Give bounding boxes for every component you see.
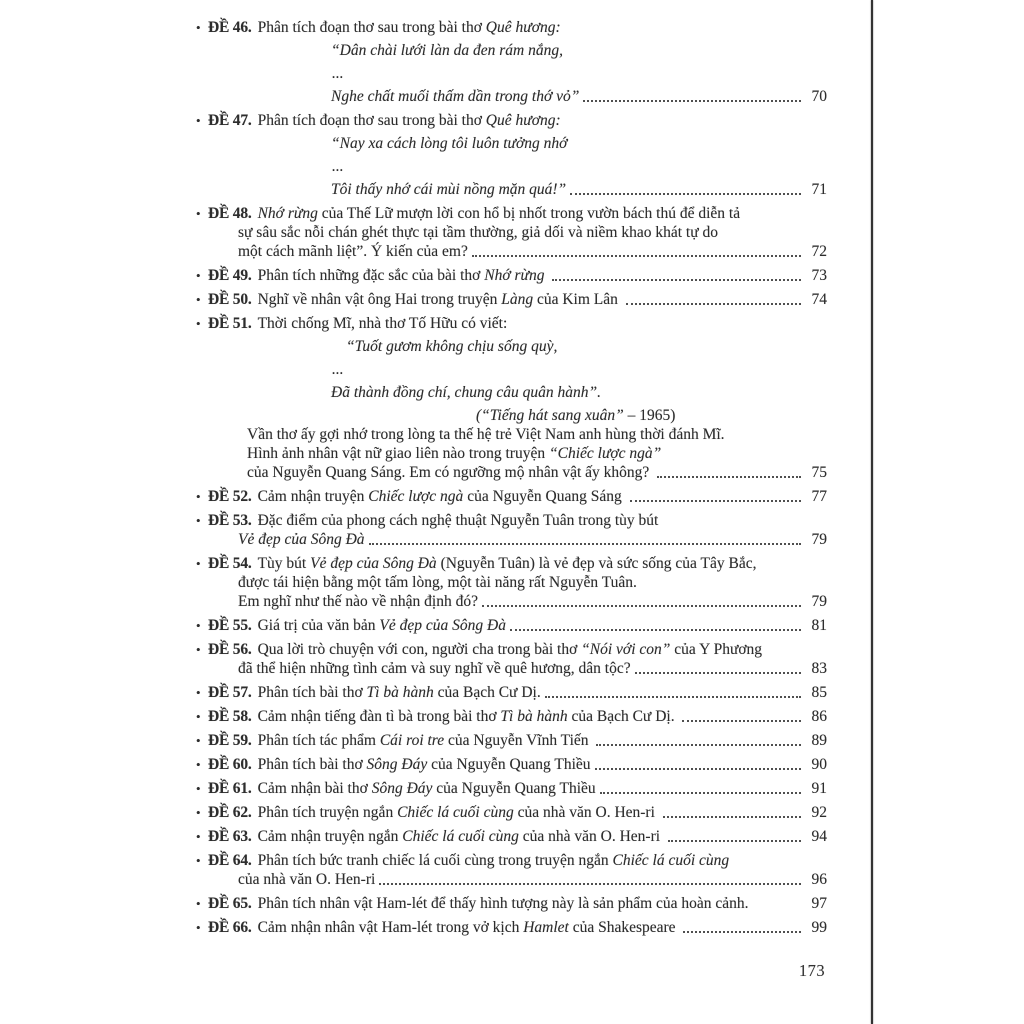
toc-line xyxy=(194,730,827,752)
page-ref: 81 xyxy=(811,617,827,634)
title-italic-text: Nhớ rừng xyxy=(484,267,545,284)
regular-text xyxy=(544,267,548,284)
title-italic-text: Sông Đáy xyxy=(366,756,428,773)
regular-text: Phân tích nhân vật Ham-lét để thấy hình tượng này là sản phẩm của hoàn cảnh. xyxy=(257,895,749,912)
dot-leader xyxy=(379,883,801,885)
entry-text xyxy=(331,382,601,404)
title-italic-text: Đã thành đồng chí, chung câu quân hành”. xyxy=(331,384,601,401)
title-italic-text: Chiếc lược ngà xyxy=(368,488,464,505)
dot-leader xyxy=(545,696,801,698)
entry-text xyxy=(332,156,344,178)
regular-text: Tùy bút xyxy=(257,555,311,572)
regular-text: Hình ảnh nhân vật nữ giao liên nào trong truyện xyxy=(247,445,549,462)
dot-leader xyxy=(626,303,801,305)
page-ref: 73 xyxy=(811,267,827,284)
entry-text xyxy=(258,289,622,311)
dot-leader xyxy=(630,500,801,502)
page-ref: 85 xyxy=(811,684,827,701)
dot-leader xyxy=(472,255,801,257)
title-italic-text: Tì bà hành xyxy=(366,684,434,701)
bullet-icon: • xyxy=(196,685,201,700)
entry-label: ĐỀ 54. xyxy=(208,555,252,572)
dot-leader xyxy=(570,193,801,195)
page-ref: 75 xyxy=(811,464,827,481)
regular-text: Cảm nhận truyện xyxy=(257,488,369,505)
entry-label: ĐỀ 65. xyxy=(208,895,252,912)
entry-label: ĐỀ 59. xyxy=(208,732,252,749)
regular-text: của Y Phương xyxy=(670,641,763,658)
bullet-icon: • xyxy=(196,292,201,307)
regular-text: Giá trị của văn bản xyxy=(257,617,380,634)
entry-text xyxy=(346,336,557,358)
regular-text: Phân tích đoạn thơ sau trong bài thơ xyxy=(257,19,486,36)
entry-label: ĐỀ 64. xyxy=(208,852,252,869)
bullet-icon: • xyxy=(196,556,201,571)
page-ref: 90 xyxy=(811,756,827,773)
page-ref: 77 xyxy=(811,488,827,505)
toc-line xyxy=(194,133,827,155)
toc-line xyxy=(194,241,827,263)
regular-text: đã thể hiện những tình cảm và suy nghĩ về quê hương, dân tộc? xyxy=(238,660,631,677)
title-italic-text: ... xyxy=(332,361,344,378)
regular-text: Cảm nhận nhân vật Ham-lét trong vở kịch xyxy=(257,919,524,936)
dot-leader xyxy=(596,744,801,746)
bullet-icon: • xyxy=(196,20,201,35)
entry-text xyxy=(238,529,365,551)
regular-text: sự sâu sắc nỗi chán ghét thực tại tầm thường, giả dối và niềm khao khát tự do xyxy=(238,224,719,241)
page-ref: 74 xyxy=(811,291,827,308)
toc-line xyxy=(194,156,827,178)
dot-leader xyxy=(510,629,801,631)
entry-text xyxy=(258,778,596,800)
regular-text: Cảm nhận truyện ngắn xyxy=(257,828,403,845)
bullet-icon: • xyxy=(196,316,201,331)
entry-label: ĐỀ 61. xyxy=(208,780,252,797)
title-italic-text: Làng xyxy=(501,291,534,308)
toc-line xyxy=(194,869,827,891)
page-ref: 99 xyxy=(811,919,827,936)
entry-label: ĐỀ 46. xyxy=(208,19,252,36)
regular-text: Phân tích bài thơ xyxy=(257,756,367,773)
bullet-icon: • xyxy=(196,829,201,844)
regular-text: Cảm nhận tiếng đàn tì bà trong bài thơ xyxy=(257,708,501,725)
bullet-icon: • xyxy=(196,709,201,724)
title-italic-text: Tôi thấy nhớ cái mùi nồng mặn quá!” xyxy=(331,181,567,198)
title-italic-text: Vẻ đẹp của Sông Đà xyxy=(310,555,437,572)
page-ref: 89 xyxy=(811,732,827,749)
regular-text: của Bạch Cư Dị. xyxy=(567,708,679,725)
entry-label: ĐỀ 50. xyxy=(208,291,252,308)
regular-text: của Nguyễn Quang Thiều xyxy=(432,780,596,797)
page-ref: 72 xyxy=(811,243,827,260)
entry-text xyxy=(332,63,344,85)
toc-line xyxy=(194,313,827,335)
toc-line xyxy=(194,40,827,62)
entry-text xyxy=(331,133,567,155)
entry-label: ĐỀ 47. xyxy=(208,112,252,129)
page-ref: 79 xyxy=(811,593,827,610)
toc-line xyxy=(194,658,827,680)
bullet-icon: • xyxy=(196,642,201,657)
entry-label: ĐỀ 49. xyxy=(208,267,252,284)
bullet-icon: • xyxy=(196,268,201,283)
title-italic-text: Sông Đáy xyxy=(371,780,433,797)
bullet-icon: • xyxy=(196,489,201,504)
bullet-icon: • xyxy=(196,733,201,748)
toc-line xyxy=(194,591,827,613)
entry-text xyxy=(258,682,541,704)
entry-text xyxy=(258,17,561,39)
regular-text: một cách mãnh liệt”. Ý kiến của em? xyxy=(238,243,468,260)
toc-line xyxy=(194,706,827,728)
page-ref: 91 xyxy=(811,780,827,797)
toc-line xyxy=(194,486,827,508)
entry-text xyxy=(238,869,375,891)
entry-text xyxy=(258,265,549,287)
dot-leader xyxy=(682,720,801,722)
entry-text xyxy=(247,462,653,484)
regular-text: Phân tích bức tranh chiếc lá cuối cùng trong truyện ngắn xyxy=(257,852,613,869)
title-italic-text: ... xyxy=(332,65,344,82)
dot-leader xyxy=(683,931,801,933)
title-italic-text: “Dân chài lưới làn da đen rám nắng, xyxy=(331,42,564,59)
toc-line xyxy=(194,802,827,824)
entry-text xyxy=(258,706,679,728)
regular-text: (Nguyễn Tuân) là vẻ đẹp và sức sống của Tây Bắc, xyxy=(436,555,757,572)
title-italic-text: Nhớ rừng xyxy=(257,205,318,222)
entry-text xyxy=(238,591,478,613)
entry-label: ĐỀ 60. xyxy=(208,756,252,773)
toc-line xyxy=(194,179,827,201)
toc-line xyxy=(194,682,827,704)
title-italic-text: “Nay xa cách lòng tôi luôn tưởng nhớ xyxy=(331,135,568,152)
page-edge-line xyxy=(871,0,873,1024)
bullet-icon: • xyxy=(196,805,201,820)
dot-leader xyxy=(663,816,801,818)
toc-line xyxy=(194,265,827,287)
toc-line xyxy=(194,289,827,311)
title-italic-text: Chiếc lá cuối cùng xyxy=(402,828,519,845)
page-ref: 86 xyxy=(811,708,827,725)
regular-text: Vần thơ ấy gợi nhớ trong lòng ta thế hệ trẻ Việt Nam anh hùng thời đánh Mĩ. xyxy=(247,426,725,443)
entry-text xyxy=(258,486,626,508)
toc-line xyxy=(194,615,827,637)
regular-text: của Nguyễn Vĩnh Tiến xyxy=(444,732,593,749)
page-ref: 92 xyxy=(811,804,827,821)
toc-line xyxy=(194,382,827,404)
entry-text xyxy=(331,40,563,62)
title-italic-text: “Chiếc lược ngà” xyxy=(548,445,662,462)
toc-line xyxy=(194,336,827,358)
title-italic-text: Vẻ đẹp của Sông Đà xyxy=(379,617,506,634)
title-italic-text: ... xyxy=(332,158,344,175)
title-italic-text: Hamlet xyxy=(523,919,569,936)
title-italic-text: Chiếc lá cuối cùng xyxy=(397,804,514,821)
page-ref: 94 xyxy=(811,828,827,845)
title-italic-text: Nghe chất muối thấm dần trong thớ vỏ” xyxy=(331,88,580,105)
title-italic-text: (“Tiếng hát sang xuân” xyxy=(476,407,624,424)
toc-line xyxy=(194,359,827,381)
entry-label: ĐỀ 52. xyxy=(208,488,252,505)
entry-label: ĐỀ 53. xyxy=(208,512,252,529)
toc-line xyxy=(194,826,827,848)
regular-text: của Kim Lân xyxy=(533,291,622,308)
bullet-icon: • xyxy=(196,920,201,935)
regular-text: Em nghĩ như thế nào về nhận định đó? xyxy=(238,593,478,610)
toc-line xyxy=(194,110,827,132)
toc-line xyxy=(194,917,827,939)
regular-text: Phân tích những đặc sắc của bài thơ xyxy=(257,267,485,284)
dot-leader xyxy=(369,543,801,545)
regular-text: của Bạch Cư Dị. xyxy=(433,684,541,701)
page-ref: 71 xyxy=(811,181,827,198)
entry-text xyxy=(332,359,344,381)
dot-leader xyxy=(600,792,801,794)
entry-text xyxy=(258,110,561,132)
dot-leader xyxy=(668,840,801,842)
entry-label: ĐỀ 48. xyxy=(208,205,252,222)
regular-text: được tái hiện bằng một tấm lòng, một tài năng rất Nguyễn Tuân. xyxy=(238,574,637,591)
toc-line xyxy=(194,778,827,800)
regular-text: của nhà văn O. Hen-ri xyxy=(513,804,659,821)
entry-text xyxy=(258,313,508,335)
regular-text: của Nguyễn Quang Sáng xyxy=(463,488,626,505)
regular-text: – 1965) xyxy=(623,407,676,424)
entry-label: ĐỀ 51. xyxy=(208,315,252,332)
regular-text: Phân tích tác phẩm xyxy=(257,732,380,749)
entry-text xyxy=(258,826,664,848)
page-ref: 70 xyxy=(811,88,827,105)
bullet-icon: • xyxy=(196,781,201,796)
title-italic-text: Tì bà hành xyxy=(500,708,568,725)
regular-text: của Thế Lữ mượn lời con hổ bị nhốt trong vườn bách thú để diễn tả xyxy=(317,205,741,222)
regular-text: của nhà văn O. Hen-ri xyxy=(518,828,664,845)
regular-text: Phân tích bài thơ xyxy=(257,684,367,701)
regular-text: Phân tích đoạn thơ sau trong bài thơ xyxy=(257,112,486,129)
book-page-number: 173 xyxy=(798,961,826,980)
regular-text: của Nguyễn Quang Sáng. Em có ngưỡng mộ nhân vật ấy không? xyxy=(247,464,654,481)
entry-text xyxy=(258,615,506,637)
entry-label: ĐỀ 55. xyxy=(208,617,252,634)
entry-text xyxy=(238,241,468,263)
toc-line xyxy=(194,63,827,85)
bullet-icon: • xyxy=(196,113,201,128)
bullet-icon: • xyxy=(196,513,201,528)
entry-label: ĐỀ 57. xyxy=(208,684,252,701)
regular-text: Nghĩ về nhân vật ông Hai trong truyện xyxy=(257,291,502,308)
entry-text xyxy=(258,730,593,752)
regular-text: của Shakespeare xyxy=(568,919,680,936)
dot-leader xyxy=(583,100,801,102)
entry-label: ĐỀ 56. xyxy=(208,641,252,658)
toc-line xyxy=(194,17,827,39)
page-ref: 79 xyxy=(811,531,827,548)
title-italic-text: Quê hương: xyxy=(485,112,561,129)
page-ref: 96 xyxy=(811,871,827,888)
entry-text xyxy=(258,893,749,915)
page-ref: 97 xyxy=(811,895,827,912)
title-italic-text: Cái roi tre xyxy=(379,732,445,749)
dot-leader xyxy=(635,672,801,674)
regular-text: Cảm nhận bài thơ xyxy=(257,780,372,797)
regular-text: Thời chống Mĩ, nhà thơ Tố Hữu có viết: xyxy=(257,315,508,332)
entry-text xyxy=(331,179,566,201)
toc-line xyxy=(194,86,827,108)
entry-text xyxy=(331,86,579,108)
entry-label: ĐỀ 66. xyxy=(208,919,252,936)
regular-text: của Nguyễn Quang Thiều xyxy=(427,756,591,773)
bullet-icon: • xyxy=(196,896,201,911)
entry-label: ĐỀ 63. xyxy=(208,828,252,845)
title-italic-text: Quê hương: xyxy=(485,19,561,36)
title-italic-text: “Tuốt gươm không chịu sống quỳ, xyxy=(346,338,558,355)
dot-leader xyxy=(552,279,801,281)
entry-text xyxy=(238,658,631,680)
title-italic-text: Vẻ đẹp của Sông Đà xyxy=(238,531,365,548)
bullet-icon: • xyxy=(196,757,201,772)
toc-line xyxy=(194,754,827,776)
bullet-icon: • xyxy=(196,618,201,633)
bullet-icon: • xyxy=(196,853,201,868)
title-italic-text: Chiếc lá cuối cùng xyxy=(612,852,730,869)
regular-text: của nhà văn O. Hen-ri xyxy=(238,871,376,888)
entry-text xyxy=(258,802,659,824)
toc-line xyxy=(194,529,827,551)
regular-text: Đặc điểm của phong cách nghệ thuật Nguyễn Tuân trong tùy bút xyxy=(257,512,659,529)
entry-text xyxy=(258,917,680,939)
bullet-icon: • xyxy=(196,206,201,221)
dot-leader xyxy=(657,476,801,478)
dot-leader xyxy=(482,605,801,607)
entry-label: ĐỀ 58. xyxy=(208,708,252,725)
toc-line xyxy=(194,893,827,915)
entry-text xyxy=(258,754,591,776)
toc-line xyxy=(194,462,827,484)
title-italic-text: “Nói với con” xyxy=(581,641,671,658)
regular-text: Phân tích truyện ngắn xyxy=(257,804,398,821)
entry-label: ĐỀ 62. xyxy=(208,804,252,821)
toc xyxy=(194,17,827,939)
page-ref: 83 xyxy=(811,660,827,677)
dot-leader xyxy=(595,768,801,770)
regular-text: Qua lời trò chuyện với con, người cha trong bài thơ xyxy=(257,641,582,658)
